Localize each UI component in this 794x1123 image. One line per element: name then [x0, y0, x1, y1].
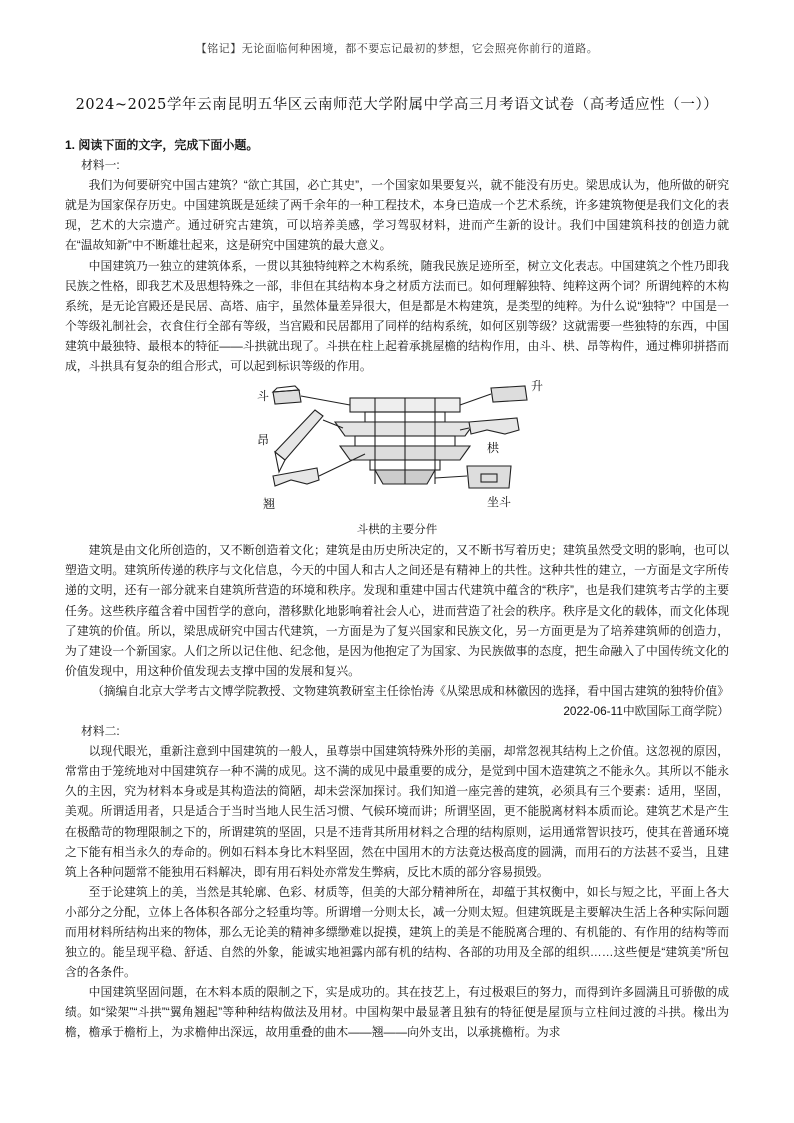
material2-paragraph-1: 以现代眼光，重新注意到中国建筑的一般人，虽尊崇中国建筑特殊外形的美丽，却常忽视其结构上之价值。这忽视的原因，常常由于笼统地对中国建筑存一种不满的成见。这不满的成见中最重要的成分，是觉到中国木造建筑之不能永久。其所以不能永久的主因，究为材料本身或是其构造法的简陋，却未尝深加探讨。我们知道一座完善的建筑，必须具有三个要素：适用，坚固，美观。所谓适用者，只是适合于当时当地人民生活习惯、气候环境而讲；所谓坚固，更不能脱离材料本质而论。建筑艺术是产生在极酷苛的物理限制之下的，所谓建筑的坚固，只是不违背其所用材料之合理的结构原则，运用通常智识技巧，使其在普通环境之下能有相当永久的寿命的。例如石料本身比木料坚固，然在中国用木的方法竟达极高度的圆满，而用石的方法甚不妥当，且建筑上各种问题常不能独用石料解决，即有用石料处亦常发生弊病，反比木质的部分容易损毁。 [65, 744, 729, 879]
label-zuodou: 坐斗 [487, 495, 512, 510]
dougong-illustration [255, 380, 545, 520]
material2-paragraph-2: 至于论建筑上的美，当然是其轮廓、色彩、材质等，但美的大部分精神所在，却蕴于其权衡中，如长与短之比，平面上各大小部分之分配，立体上各体积各部分之轻重均等。所谓增一分则太长，减一分则太短。但建筑既是主要解决生活上各种实际问题而用材料所结构出来的物体，那么无论美的精神多缥缈难以捉摸，建筑上的美是不能脱离合理的、有机能的、有作用的结构等而独立的。能呈现平稳、舒适、自然的外象，能诚实地袒露内部有机的结构、各部的功用及全部的组织……这些便是“建筑美”所包含的各条件。 [65, 884, 729, 980]
figure-caption: 斗栱的主要分件 [356, 524, 438, 537]
material1-paragraph-2: 中国建筑乃一独立的建筑体系，一贯以其独特纯粹之木构系统，随我民族足迹所至，树立文化表志。中国建筑之个性乃即我民族之性格，即我艺术及思想特殊之一部，非但在其结构本身之材质方法而已。如何理解独特、纯粹这两个词？所谓纯粹的木构系统，是无论宫殿还是民居、高塔、庙宇，虽然体量差异很大，但是都是木构建筑，是类型的纯粹。为什么说“独特”？中国是一个等级礼制社会，衣食住行全部有等级，当宫殿和民居都用了同样的结构系统，如何区别等级？这就需要一些独特的东西，中国建筑中最独特、最根本的特征——斗拱就出现了。斗拱在柱上起着承挑屋檐的结构作用，由斗、栱、昂等构件，通过榫卯拼搭而成，斗拱具有复杂的组合形式，可以起到标识等级的作用。 [65, 258, 729, 374]
material1-paragraph-3: 建筑是由文化所创造的，又不断创造着文化；建筑是由历史所决定的，又不断书写着历史；建筑虽然受文明的影响，也可以塑造文明。建筑所传递的秩序与文化信息，今天的中国人和古人之间还是有精神上的共性。这种共性的建立，一方面是文字所传递的文明，还有一部分就来自建筑所营造的环境和秩序。发现和重建中国古代建筑中蕴含的“秩序”，也是我们建筑考古学的主要任务。这些秩序蕴含着中国哲学的意向，潜移默化地影响着社会人心，进而营造了社会的秩序。秩序是文化的载体，而文化体现了建筑的价值。所以，梁思成研究中国古代建筑，一方面是为了复兴国家和民族文化，另一方面更是为了培养建筑师的创造力，为了建设一个新国家。人们之所以记住他、纪念他，是因为他抱定了为国家、为民族做事的态度，把生命融入了中国传统文化的价值发现中，用这种价值发现去支撑中国的发展和复兴。 [65, 543, 729, 678]
material2-paragraph-3: 中国建筑坚固问题，在木料本质的限制之下，实是成功的。其在技艺上，有过极艰巨的努力，而得到许多圆满且可骄傲的成绩。如“梁架”“斗拱”“翼角翘起”等种种结构做法及用材。中国构架中最显著且独有的特征便是屋顶与立柱间过渡的斗拱。椽出为檐，檐承于檐桁上，为求檐伸出深远，故用重叠的曲木——翘——向外支出，以承挑檐桁。为求 [65, 985, 729, 1040]
question-heading: 1. 阅读下面的文字，完成下面小题。 [65, 138, 259, 152]
material1-label: 材料一: [81, 158, 120, 173]
label-ang: 昂 [257, 433, 270, 448]
document-body [65, 135, 729, 1043]
label-gong: 栱 [487, 441, 500, 456]
label-dou: 斗 [257, 389, 270, 404]
material1-paragraph-1: 我们为何要研究中国古建筑？“欲亡其国，必亡其史”，一个国家如果要复兴，就不能没有历史。梁思成认为，他所做的研究就是为国家保存历史。中国建筑既是延续了两千余年的一种工程技术，本身已造成一个艺术系统，许多建筑物便是我们文化的表现，艺术的大宗遗产。通过研究古建筑，可以培养美感，学习驾驭材料，进而产生新的设计。我们中国建筑科技的创造力就在“温故知新”中不断雄壮起来，这是研究中国建筑的最大意义。 [65, 178, 729, 253]
dougong-figure [65, 380, 729, 520]
label-sheng: 升 [531, 380, 544, 394]
material2-label: 材料二: [81, 724, 120, 739]
material1-source: （摘编自北京大学考古文博学院教授、文物建筑教研室主任徐怡涛《从梁思成和林徽因的选择，看中国古建筑的独特价值》2022-06-11中欧国际工商学院） [91, 683, 729, 718]
exam-title: 2024~2025学年云南昆明五华区云南师范大学附属中学高三月考语文试卷（高考适应性（一）） [75, 97, 719, 113]
label-qiao: 翘 [263, 497, 276, 512]
page-header-motto: 【铭记】无论面临何种困境，都不要忘记最初的梦想，它会照亮你前行的道路。 [195, 42, 599, 55]
